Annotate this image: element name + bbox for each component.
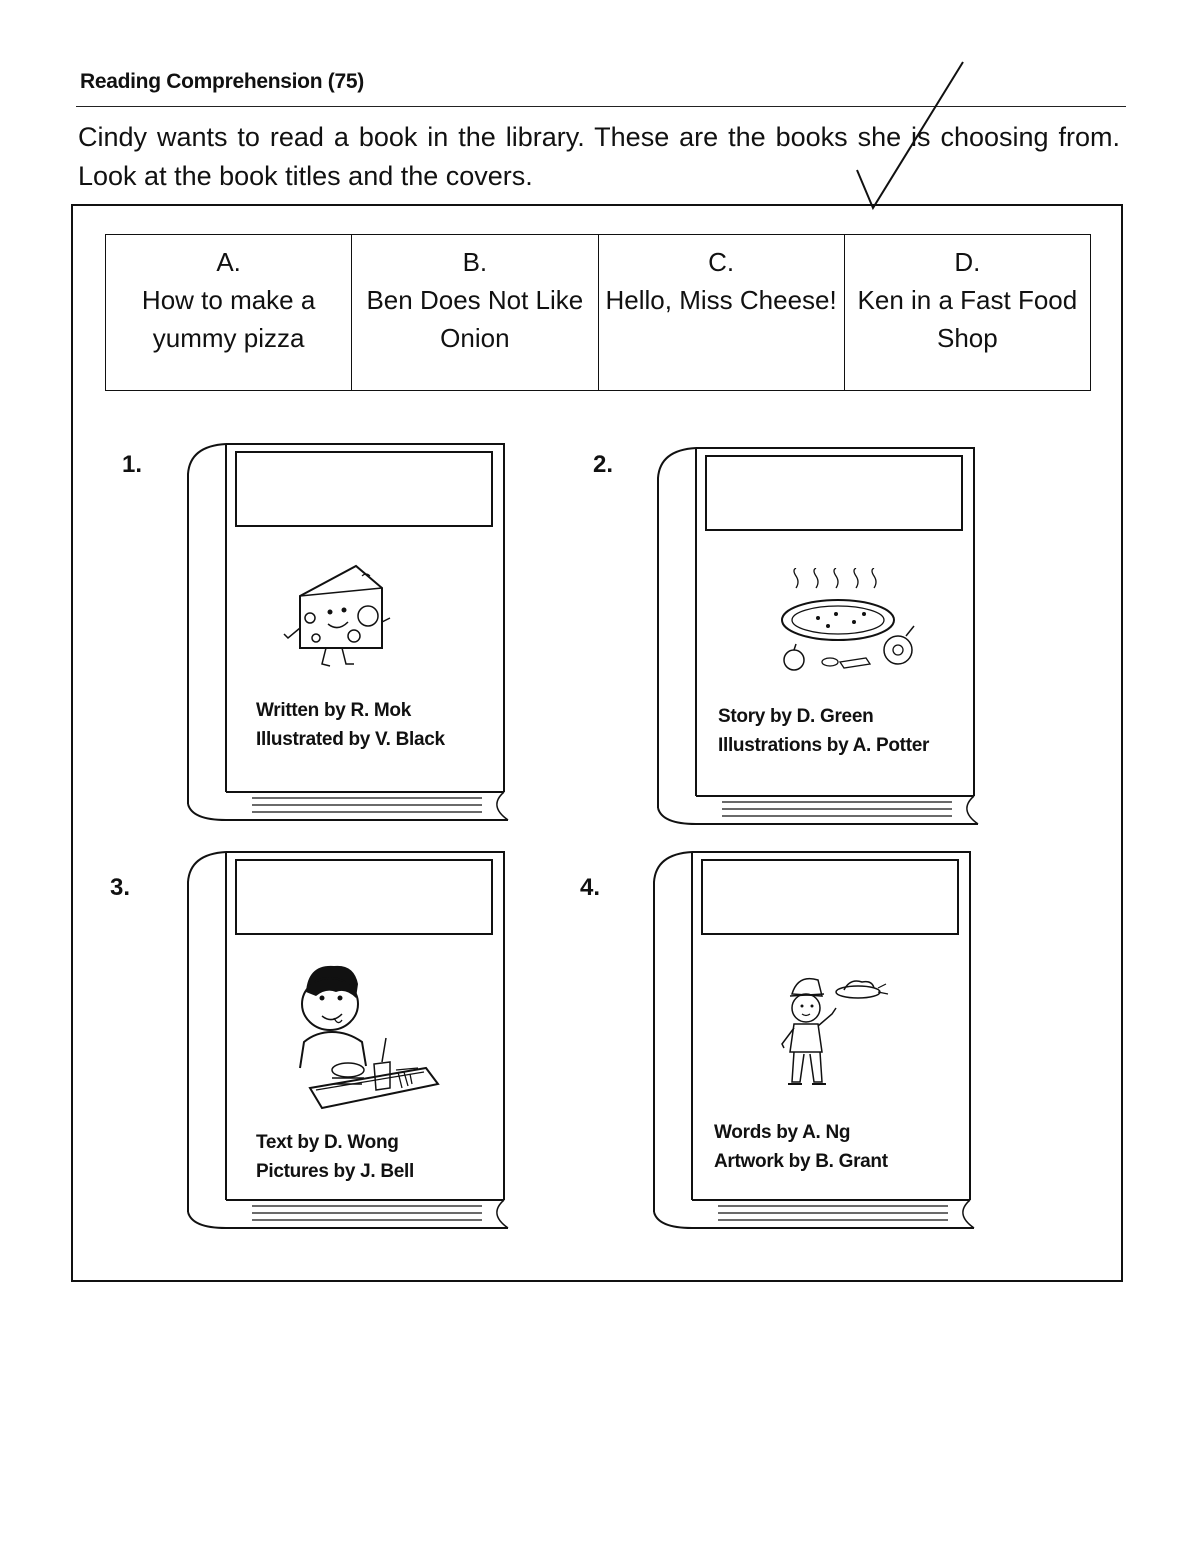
- book-credits: [256, 696, 445, 754]
- option-letter: D.: [954, 247, 981, 277]
- book-number-4: 4.: [580, 874, 601, 901]
- author-credit: Written by R. Mok: [256, 700, 411, 721]
- instructions-text: Cindy wants to read a book in the library. These are the books she is choosing from. Look at the book titles and the covers.: [78, 122, 1120, 191]
- option-letter: C.: [708, 247, 735, 277]
- illustrator-credit: Artwork by B. Grant: [714, 1151, 888, 1172]
- author-credit: Words by A. Ng: [714, 1122, 851, 1143]
- cheese-character-icon: [282, 558, 392, 670]
- option-letter: B.: [462, 247, 488, 277]
- option-title: Hello, Miss Cheese!: [605, 285, 837, 315]
- option-b: [352, 235, 598, 391]
- option-d: [844, 235, 1090, 391]
- option-title: How to make a yummy pizza: [141, 285, 316, 353]
- option-title: Ben Does Not Like Onion: [366, 285, 584, 353]
- boy-with-burger-tray-icon: [286, 958, 446, 1118]
- author-credit: Text by D. Wong: [256, 1132, 399, 1153]
- book-number-1: 1.: [122, 451, 143, 478]
- option-a: [106, 235, 352, 391]
- book-cover-2: [652, 444, 982, 834]
- boy-with-cap-icon: [774, 970, 894, 1100]
- book-number-2: 2.: [593, 451, 614, 478]
- illustrator-credit: Pictures by J. Bell: [256, 1161, 414, 1182]
- book-titles-table: [105, 234, 1091, 391]
- book-credits: [718, 702, 929, 760]
- author-credit: Story by D. Green: [718, 706, 874, 727]
- option-c: [598, 235, 844, 391]
- section-title: Reading Comprehension (75): [80, 70, 364, 93]
- check-mark-icon: [845, 58, 975, 218]
- book-number-3: 3.: [110, 874, 131, 901]
- book-cover-4: [648, 848, 978, 1238]
- book-cover-1: [182, 440, 512, 830]
- illustrator-credit: Illustrated by V. Black: [256, 729, 445, 750]
- option-title: Ken in a Fast Food Shop: [857, 285, 1078, 353]
- pizza-icon: [774, 568, 924, 678]
- book-credits: [256, 1128, 414, 1186]
- option-letter: A.: [216, 247, 241, 277]
- book-credits: [714, 1118, 888, 1176]
- book-cover-3: [182, 848, 512, 1238]
- illustrator-credit: Illustrations by A. Potter: [718, 735, 930, 756]
